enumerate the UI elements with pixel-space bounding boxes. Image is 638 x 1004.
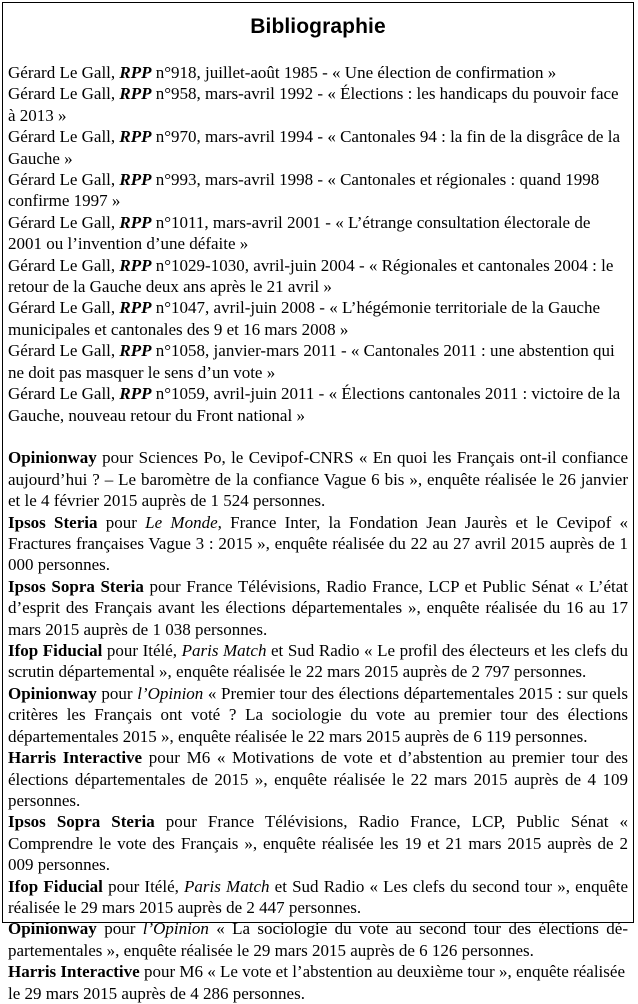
survey-detail: pour France Télévisions, Radio France, LCP, Public Sénat « Comprendre le vote des Français », enquête réalisée les 19 et 21 mars 2015 auprès de 2 009 personnes. <box>8 812 629 875</box>
survey-media: l’Opinion <box>137 683 204 703</box>
survey-detail-tail: « La sociologie du vote au second tour des élections dé-partementales », enquête réalisée le 29 mars 2015 auprès de 6 126 personnes. <box>8 919 628 960</box>
article-journal: RPP <box>119 84 152 104</box>
article-journal: RPP <box>119 341 152 361</box>
bibliography-article-entry <box>8 255 628 298</box>
article-reference: n°1058, janvier-mars 2011 - « Cantonales 2011 : une abstention qui ne doit pas masquer le sens d’un vote » <box>8 341 615 382</box>
survey-institute: Harris Interactive <box>8 962 140 982</box>
article-author: Gérard Le Gall, <box>8 298 120 318</box>
article-journal: RPP <box>119 63 152 82</box>
survey-detail: pour Sciences Po, le Cevipof-CNRS « En quoi les Français ont-il confiance aujourd’hui ? – Le baromètre de la confiance Vague 6 bis », enquête réalisée le 26 janvier et le 4 février 2015 auprès de 1 524 personnes. <box>8 448 628 511</box>
survey-institute: Ipsos Sopra Steria <box>8 812 155 832</box>
survey-detail: pour Itélé, <box>102 876 185 896</box>
bibliography-survey-entry <box>8 876 628 919</box>
bibliography-article-entry <box>8 297 628 340</box>
survey-media: l’Opinion <box>142 919 209 939</box>
survey-institute: Ipsos Sopra Steria <box>8 576 144 596</box>
survey-detail: pour <box>96 683 138 703</box>
article-author: Gérard Le Gall, <box>8 170 120 190</box>
survey-detail-tail: « Premier tour des élections départementales 2015 : sur quels critères les Français ont voté ? La sociologie du vote au premier tour des élections départementales 2015 », enquête réalisée le 22 mars 2015 auprès de 6 119 personnes. <box>8 683 629 746</box>
article-journal: RPP <box>119 170 152 190</box>
bibliography-surveys-section <box>8 447 628 1004</box>
article-reference: n°1059, avril-juin 2011 - « Élections cantonales 2011 : victoire de la Gauche, nouveau retour du Front national » <box>8 384 621 425</box>
survey-detail: pour Itélé, <box>102 641 182 661</box>
article-author: Gérard Le Gall, <box>8 84 120 104</box>
survey-institute: Harris Interactive <box>8 748 143 768</box>
survey-detail-tail: et Sud Radio « Les clefs du second tour », enquête réalisée le 29 mars 2015 auprès de 2 447 personnes. <box>8 876 628 917</box>
article-journal: RPP <box>119 384 152 404</box>
bibliography-articles-section <box>8 62 628 426</box>
survey-institute: Ipsos Steria <box>8 512 98 532</box>
survey-institute: Opinionway <box>8 919 97 939</box>
survey-detail: pour France Télévisions, Radio France, LCP et Public Sénat « L’état d’esprit des Français avant les élections départementales », enquête réalisée du 16 au 17 mars 2015 auprès de 1 038 personnes. <box>8 576 628 639</box>
bibliography-survey-entry <box>8 640 628 683</box>
page-title: Bibliographie <box>250 15 386 38</box>
article-author: Gérard Le Gall, <box>8 384 120 404</box>
bibliography-survey-entry <box>8 918 628 961</box>
bibliography-survey-entry <box>8 683 628 747</box>
bibliography-article-entry <box>8 83 628 126</box>
article-journal: RPP <box>119 212 152 232</box>
article-journal: RPP <box>119 127 152 147</box>
survey-detail: pour M6 « Le vote et l’abstention au deuxième tour », enquête réalisée le 29 mars 2015 auprès de 4 286 personnes. <box>8 962 625 1003</box>
article-author: Gérard Le Gall, <box>8 127 120 147</box>
bibliography-survey-entry <box>8 512 628 576</box>
article-reference: n°958, mars-avril 1992 - « Élections : les handicaps du pouvoir face à 2013 » <box>8 84 619 125</box>
survey-detail: pour <box>97 512 146 532</box>
survey-media: Paris Match <box>184 876 270 896</box>
bibliography-article-entry <box>8 340 628 383</box>
article-author: Gérard Le Gall, <box>8 212 120 232</box>
survey-detail: pour <box>96 919 143 939</box>
bibliography-survey-entry <box>8 447 628 511</box>
survey-media: Paris Match <box>181 641 267 661</box>
survey-institute: Ifop Fiducial <box>8 641 103 661</box>
survey-institute: Ifop Fiducial <box>8 876 103 896</box>
article-journal: RPP <box>119 255 152 275</box>
bibliography-survey-entry <box>8 576 628 640</box>
article-journal: RPP <box>119 298 152 318</box>
article-reference: n°1011, mars-avril 2001 - « L’étrange consultation électorale de 2001 ou l’invention d’une défaite » <box>8 212 591 254</box>
bibliography-article-entry <box>8 383 628 426</box>
survey-media: Le Monde <box>145 512 218 532</box>
survey-institute: Opinionway <box>8 683 97 703</box>
bibliography-survey-entry <box>8 961 628 1004</box>
survey-institute: Opinionway <box>8 448 97 468</box>
survey-detail: pour M6 « Motivations de vote et d’abstention au premier tour des élections départementales de 2015 », enquête réalisée le 22 mars 2015 auprès de 4 109 personnes. <box>8 748 628 810</box>
article-author: Gérard Le Gall, <box>8 341 120 361</box>
article-author: Gérard Le Gall, <box>8 63 120 82</box>
survey-detail-tail: , France Inter, la Fondation Jean Jaurès et le Cevipof « Fractures françaises Vague 3 : 2015 », enquête réalisée du 22 au 27 avril 2015 auprès de 1 000 personnes. <box>8 512 628 575</box>
article-reference: n°1029-1030, avril-juin 2004 - « Régionales et cantonales 2004 : le retour de la Gauche deux ans après le 21 avril » <box>8 255 614 297</box>
survey-detail-tail: et Sud Radio « Le profil des électeurs et les clefs du scrutin départemental », enquête réalisée le 22 mars 2015 auprès de 2 797 personnes. <box>8 641 629 682</box>
article-reference: n°970, mars-avril 1994 - « Cantonales 94 : la fin de la disgrâce de la Gauche » <box>8 127 620 168</box>
bibliography-article-entry <box>8 169 628 212</box>
bibliography-article-entry <box>8 126 628 169</box>
bibliography-article-entry <box>8 62 628 83</box>
bibliography-survey-entry <box>8 747 628 811</box>
article-reference: n°1047, avril-juin 2008 - « L’hégémonie territoriale de la Gauche municipales et cantonales des 9 et 16 mars 2008 » <box>8 298 600 339</box>
article-author: Gérard Le Gall, <box>8 255 120 275</box>
article-reference: n°918, juillet-août 1985 - « Une élection de confirmation » <box>151 63 557 82</box>
article-reference: n°993, mars-avril 1998 - « Cantonales et régionales : quand 1998 confirme 1997 » <box>8 170 600 211</box>
bibliography-article-entry <box>8 212 628 255</box>
document-content <box>6 4 630 1004</box>
bibliography-survey-entry <box>8 811 628 875</box>
